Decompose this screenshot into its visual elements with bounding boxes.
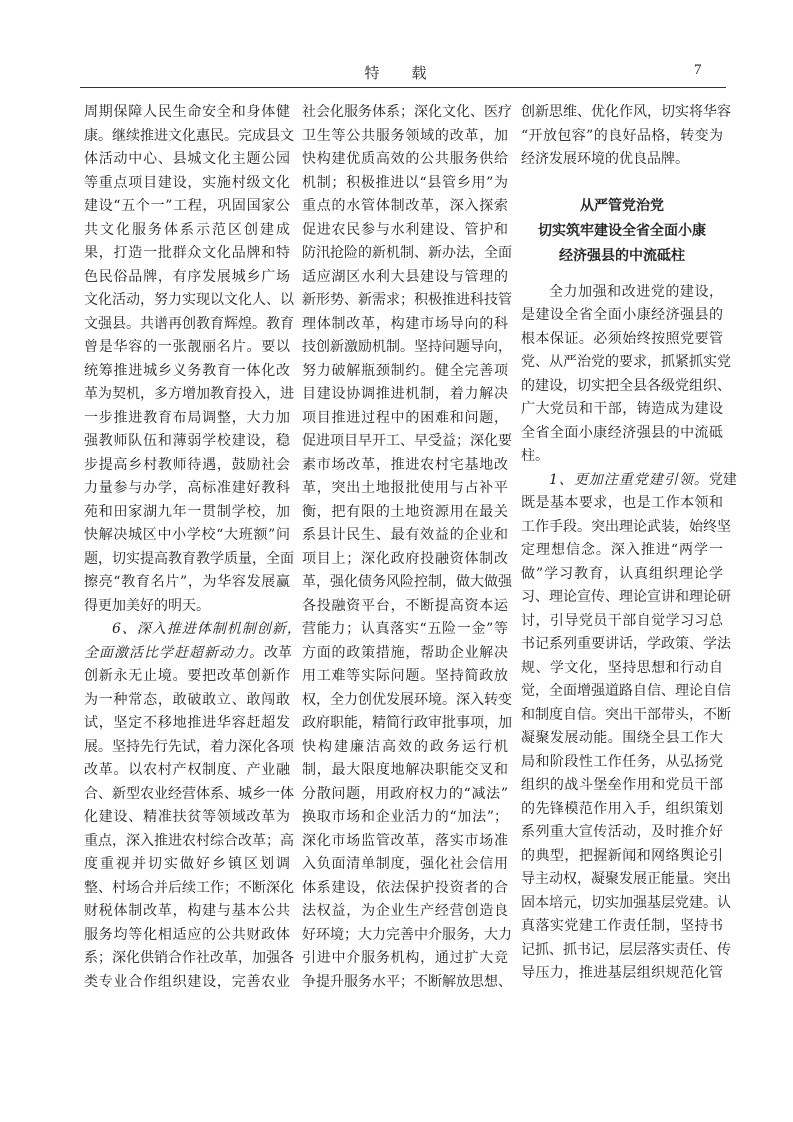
page-number: 7	[694, 62, 702, 78]
body-text: 适应湖区水利大县建设与管理的	[302, 268, 508, 285]
text-line	[302, 430, 512, 454]
body-text: 既是基本要求，也是工作本领和	[521, 495, 723, 511]
text-line	[84, 665, 290, 689]
body-text: 入负面清单制度，强化社会信用	[302, 856, 508, 872]
subheading-text: 6、深入推进体制机制创新，	[112, 621, 302, 637]
text-line	[302, 125, 508, 149]
text-line	[84, 924, 290, 948]
body-text: 财税体制改革，构建与基本公共	[84, 903, 290, 919]
body-text: 项目上；深化政府投融资体制改	[302, 550, 508, 567]
text-line	[84, 712, 290, 736]
body-text: 的建设，切实把全县各级党组织、	[521, 377, 731, 394]
column-middle	[302, 101, 512, 994]
text-line	[521, 680, 731, 704]
body-text: 组织的战斗堡垒作用和党员干部	[521, 777, 723, 793]
text-line	[84, 524, 290, 548]
text-line	[84, 430, 290, 454]
heading-line: 从严管党治党	[580, 197, 664, 214]
text-line	[302, 571, 512, 595]
text-line	[84, 242, 290, 266]
text-line	[84, 618, 302, 642]
body-text: 题，切实提高教育教学质量，全面	[84, 550, 294, 567]
body-text: 目建设协调推进机制，着力解决	[302, 386, 508, 402]
body-text: 努力破解瓶颈制约。健全完善项	[302, 362, 508, 379]
text-line	[521, 328, 723, 352]
body-text: 工作手段。突出理论武装，始终坚	[521, 518, 731, 535]
body-text: 营能力；认真落实“五险一金”等	[302, 621, 508, 637]
body-text: 固本培元，切实加强基层党建。认	[521, 894, 731, 911]
body-text: 革，突出土地报批使用与占补平	[302, 480, 508, 496]
body-text: 快构建优质高效的公共服务供给	[302, 151, 508, 167]
text-line	[521, 125, 723, 149]
text-line	[302, 947, 508, 971]
body-text: 快解决城区中小学校“大班额”问	[84, 527, 290, 543]
text-line	[302, 219, 508, 243]
text-line	[302, 665, 508, 689]
text-line	[302, 900, 508, 924]
body-text: 的先锋模范作用入手，组织策划	[521, 800, 723, 817]
body-text: 系；深化供销合作社改革，加强各	[84, 950, 294, 966]
body-text: “开放包容”的良好品格，转变为	[521, 127, 723, 144]
body-text: 周期保障人民生命安全和身体健	[84, 104, 290, 120]
text-line	[302, 595, 508, 619]
text-line	[302, 454, 508, 478]
body-text: 色民俗品牌，有序发展城乡广场	[84, 268, 290, 285]
text-line	[521, 304, 723, 328]
text-line	[521, 751, 723, 775]
text-line	[84, 900, 290, 924]
body-text: 改革	[264, 644, 292, 661]
running-header	[0, 62, 793, 83]
text-line	[521, 398, 723, 422]
body-text: 革，强化债务风险控制，做大做强	[302, 574, 512, 590]
text-line	[521, 281, 723, 305]
text-line	[84, 125, 294, 149]
section-heading	[521, 194, 723, 269]
body-text: 类专业合作组织建设，完善农业	[84, 973, 290, 990]
section-title-char-2: 载	[411, 64, 429, 82]
text-line	[521, 633, 731, 657]
body-text: 习、理论宣传、理论宣讲和理论研	[521, 589, 731, 605]
body-text: 改革。以农村产权制度、产业融	[84, 762, 290, 778]
body-text: 凝聚发展动能。围绕全县工作大	[521, 730, 723, 746]
body-text: 度重视并切实做好乡镇区划调	[84, 856, 290, 872]
text-line	[302, 736, 508, 760]
text-line	[521, 445, 723, 469]
body-text: 建设“五个一”工程，巩固国家公	[84, 198, 290, 214]
text-line	[84, 454, 290, 478]
body-text: 经济发展环境的优良品牌。	[521, 151, 689, 167]
text-line	[84, 313, 294, 337]
body-text: 系列重大宣传活动，及时推介好	[521, 824, 723, 840]
body-text: 卫生等公共服务领域的改革，加	[302, 127, 508, 144]
text-line	[521, 657, 723, 681]
body-text: 力量参与办学，高标准建好教科	[84, 480, 290, 496]
body-text: 和制度自信。突出干部带头，不断	[521, 706, 731, 723]
body-text: 广大党员和干部，铸造成为建设	[521, 401, 723, 417]
text-line	[302, 360, 508, 384]
text-line	[521, 962, 723, 986]
body-text: 社会化服务体系；深化文化、医疗	[302, 104, 512, 120]
body-text: 果，打造一批群众文化品牌和特	[84, 245, 290, 261]
text-line	[521, 798, 723, 822]
body-text: 真落实党建工作责任制，坚持书	[521, 918, 723, 934]
text-line	[302, 548, 508, 572]
body-text: 导主动权，凝聚发展正能量。突出	[521, 871, 731, 887]
text-line	[521, 148, 723, 172]
text-line	[84, 289, 294, 313]
text-line	[84, 759, 290, 783]
text-line	[302, 689, 512, 713]
body-text: 康。继续推进文化惠民。完成县文	[84, 127, 294, 144]
text-line	[521, 868, 731, 892]
text-line	[84, 853, 290, 877]
body-text: 曾是华容的一张靓丽名片。要以	[84, 339, 290, 355]
text-line	[302, 383, 508, 407]
text-line	[521, 939, 731, 963]
body-text: 分散问题，用政府权力的“减法”	[302, 785, 508, 802]
text-line	[521, 774, 723, 798]
text-line	[521, 101, 731, 125]
text-line	[521, 539, 723, 563]
text-line	[84, 501, 290, 525]
body-text: 共文化服务体系示范区创建成	[84, 221, 290, 238]
text-line	[521, 469, 737, 493]
body-text: 服务均等化相适应的公共财政体	[84, 926, 290, 943]
body-text: 文强县。共谱再创教育辉煌。教育	[84, 315, 294, 332]
text-line	[521, 563, 723, 587]
body-text: 为一种常态，敢破敢立、敢闯敢	[84, 691, 290, 708]
body-text: 等重点项目建设，实施村级文化	[84, 174, 290, 191]
text-line	[521, 586, 731, 610]
text-line	[521, 422, 723, 446]
body-text: 促进项目早开工、早受益；深化要	[302, 433, 512, 449]
body-text: 快构建廉洁高效的政务运行机	[302, 738, 508, 755]
text-line	[84, 595, 290, 619]
body-text: 展。坚持先行先试，着力深化各项	[84, 738, 294, 755]
body-text: 强教师队伍和薄弱学校建设，稳	[84, 433, 290, 449]
text-line	[84, 971, 290, 995]
body-text: 全省全面小康经济强县的中流砥	[521, 424, 723, 441]
text-line	[521, 915, 723, 939]
text-line	[302, 971, 512, 995]
text-line	[302, 783, 508, 807]
text-line	[84, 877, 294, 901]
text-line	[84, 195, 290, 219]
body-text: 各投融资平台，不断提高资本运	[302, 597, 508, 614]
text-line	[302, 313, 508, 337]
text-line	[302, 289, 512, 313]
body-text: 规、学文化，坚持思想和行动自	[521, 659, 723, 676]
body-text: 重点的水管体制改革，深入探索	[302, 198, 508, 214]
body-text: 试，坚定不移地推进华容赶超发	[84, 715, 290, 731]
text-line	[302, 924, 512, 948]
body-text: 整、村场合并后续工作；不断深化	[84, 879, 294, 896]
body-text: 是建设全省全面小康经济强县的	[521, 307, 723, 323]
body-text: 觉，全面增强道路自信、理论自信	[521, 683, 731, 699]
body-text: 的典型，把握新闻和网络舆论引	[521, 847, 723, 864]
text-line	[84, 783, 294, 807]
text-line	[84, 947, 294, 971]
body-text: 记抓、抓书记，层层落实责任、传	[521, 941, 731, 958]
text-line	[521, 351, 731, 375]
text-line	[84, 548, 294, 572]
body-text: 体系建设，依法保护投资者的合	[302, 879, 508, 896]
text-line	[84, 689, 290, 713]
text-line	[302, 242, 512, 266]
text-line	[521, 821, 723, 845]
body-text: 局和阶段性工作任务，从弘扬党	[521, 753, 723, 770]
text-line	[521, 375, 731, 399]
body-text: 统筹推进城乡义务教育一体化改	[84, 362, 290, 379]
text-line	[302, 524, 508, 548]
body-text: 做”学习教育，认真组织理论学	[521, 565, 723, 582]
text-line	[84, 407, 290, 431]
text-line	[84, 219, 290, 243]
body-text: 体活动中心、县城文化主题公园	[84, 151, 290, 167]
text-line	[84, 101, 290, 125]
body-text: 党、从严治党的要求，抓紧抓实党	[521, 354, 731, 370]
text-line	[84, 642, 290, 666]
text-line	[521, 492, 723, 516]
text-line	[302, 712, 512, 736]
text-line	[84, 172, 290, 196]
heading-line: 经济强县的中流砥柱	[559, 247, 685, 264]
body-text: 方面的政策措施，帮助企业解决	[302, 644, 508, 661]
heading-line: 切实筑牢建设全省全面小康	[538, 222, 706, 239]
body-text: 促进农民参与水利建设、管护和	[302, 221, 508, 238]
body-text: 全力加强和改进党的建设，	[549, 283, 723, 300]
body-text: 讨，引导党员干部自觉学习习总	[521, 612, 723, 629]
body-text: 重点，深入推进农村综合改革；高	[84, 832, 294, 849]
body-text: 导压力，推进基层组织规范化管	[521, 965, 723, 981]
text-line	[521, 727, 723, 751]
column-right	[521, 101, 737, 986]
body-text: 革为契机，多方增加教育投入，进	[84, 386, 294, 402]
text-line	[302, 477, 508, 501]
text-line	[302, 336, 512, 360]
body-text: 法权益，为企业生产经营创造良	[302, 903, 508, 919]
body-text: 换取市场和企业活力的“加法”；	[302, 809, 508, 825]
body-text: 技创新激励机制。坚持问题导向，	[302, 339, 512, 355]
text-line	[302, 266, 508, 290]
header-rule	[80, 87, 726, 88]
body-text: 合、新型农业经营体系、城乡一体	[84, 785, 294, 802]
body-text: 好环境；大力完善中介服务，大力	[302, 926, 512, 943]
body-text: 苑和田家湖九年一贯制学校，加	[84, 503, 290, 520]
body-text: 争提升服务水平；不断解放思想、	[302, 973, 512, 990]
body-text: 防汛抢险的新机制、新办法，全面	[302, 245, 512, 261]
text-line	[302, 148, 508, 172]
text-line	[521, 845, 723, 869]
text-line	[302, 195, 508, 219]
column-left	[84, 101, 302, 994]
body-text: 党建	[708, 471, 737, 488]
text-line	[302, 618, 508, 642]
text-line	[521, 704, 731, 728]
text-line	[302, 642, 508, 666]
body-text: 素市场改革，推进农村宅基地改	[302, 456, 508, 473]
body-text: 得更加美好的明天。	[84, 597, 210, 614]
text-line	[84, 806, 290, 830]
text-line	[302, 853, 508, 877]
body-text: 定理想信念。深入推进“两学一	[521, 542, 723, 558]
section-title-char-1: 特	[364, 64, 382, 82]
text-line	[302, 101, 512, 125]
text-line	[84, 336, 290, 360]
body-text: 柱。	[521, 448, 549, 464]
text-line	[302, 759, 508, 783]
body-text: 书记系列重要讲话，学政策、学法	[521, 636, 731, 652]
text-line	[302, 877, 508, 901]
text-line	[521, 610, 723, 634]
body-text: 创新永无止境。要把改革创新作	[84, 668, 290, 684]
text-line	[302, 806, 508, 830]
body-text: 机制；积极推进以“县管乡用”为	[302, 174, 508, 191]
body-text: 根本保证。必须始终按照党要管	[521, 330, 723, 347]
text-line	[84, 571, 290, 595]
body-text: 创新思维、优化作风，切实将华容	[521, 104, 731, 120]
subheading-text: 1、更加注重党建引领。	[549, 471, 709, 488]
body-text: 项目推进过程中的困难和问题，	[302, 409, 508, 426]
body-text: 擦亮“教育名片”，为华容发展赢	[84, 574, 290, 590]
text-line	[84, 266, 290, 290]
body-text: 引进中介服务机构，通过扩大竞	[302, 950, 508, 966]
body-text: 政府职能，精简行政审批事项，加	[302, 715, 512, 731]
subheading-text: 全面激活比学赶超新动力。	[84, 644, 264, 661]
text-line	[84, 477, 290, 501]
text-line	[84, 360, 290, 384]
text-line	[302, 407, 508, 431]
body-text: 化建设、精准扶贫等领域改革为	[84, 809, 290, 825]
body-text: 新形势、新需求；积极推进科技管	[302, 292, 512, 308]
body-text: 一步推进教育布局调整，大力加	[84, 409, 290, 426]
text-line	[521, 516, 731, 540]
right-body-text	[521, 281, 737, 986]
body-text: 权，全力创优发展环境。深入转变	[302, 691, 512, 708]
body-text: 衡，把有限的土地资源用在最关	[302, 503, 508, 520]
body-text: 系县计民生、最有效益的企业和	[302, 527, 508, 543]
text-line	[302, 501, 508, 525]
body-text: 文化活动，努力实现以文化人、以	[84, 292, 294, 308]
body-text: 理体制改革，构建市场导向的科	[302, 315, 508, 332]
body-text: 步提高乡村教师待遇，鼓励社会	[84, 456, 290, 473]
text-line	[84, 383, 294, 407]
text-line	[302, 830, 508, 854]
body-text: 制，最大限度地解决职能交叉和	[302, 762, 508, 778]
text-line	[84, 830, 294, 854]
text-line	[302, 172, 508, 196]
text-line	[84, 736, 294, 760]
body-text: 深化市场监管改革，落实市场准	[302, 832, 508, 849]
body-text: 用工难等实际问题。坚持简政放	[302, 668, 508, 684]
text-line	[521, 892, 731, 916]
right-intro-text	[521, 101, 731, 172]
text-line	[84, 148, 290, 172]
